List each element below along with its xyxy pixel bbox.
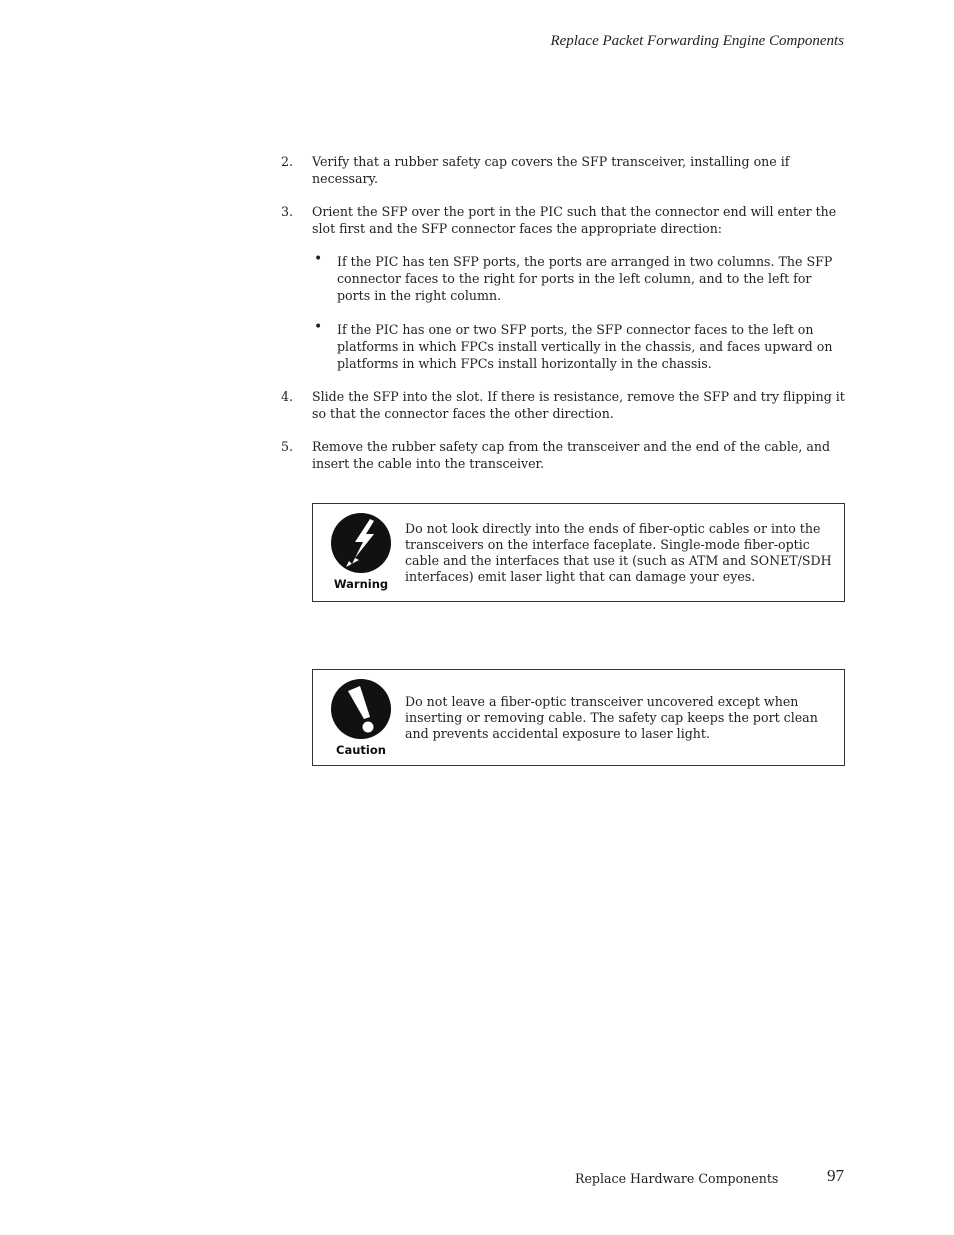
footer-section-title: Replace Hardware Components — [575, 1171, 779, 1186]
step-text: Remove the rubber safety cap from the transceiver and the end of the cable, and insert the cable into the transceiver. — [312, 439, 831, 471]
bullet-item — [312, 321, 846, 372]
bullet-list — [312, 253, 846, 372]
bullet-dot-icon: • — [314, 251, 323, 267]
step-number: 2. — [281, 154, 294, 169]
step-3 — [281, 203, 846, 372]
running-header: Replace Packet Forwarding Engine Components — [550, 33, 844, 49]
step-5 — [281, 438, 846, 472]
step-4 — [281, 388, 846, 422]
warning-text: Do not look directly into the ends of fiber-optic cables or into the transceivers on the interface faceplate. Single-mode fiber-optic cable and the interfaces that use it (such as ATM and SONET/SDH interfaces) emit laser light that can damage your eyes. — [405, 521, 832, 584]
caution-text: Do not leave a fiber-optic transceiver uncovered except when inserting or removing cable. The safety cap keeps the port clean and prevents accidental exposure to laser light. — [405, 694, 818, 741]
lightning-bolt-icon — [330, 512, 392, 574]
caution-box — [312, 669, 845, 766]
caution-label: Caution — [336, 743, 386, 757]
warning-label: Warning — [333, 577, 389, 591]
bullet-text: If the PIC has ten SFP ports, the ports are arranged in two columns. The SFP connector faces to the right for ports in the left column, and to the left for ports in the right column. — [337, 254, 833, 303]
page-number: 97 — [827, 1166, 844, 1185]
bullet-text: If the PIC has one or two SFP ports, the SFP connector faces to the left on platforms in which FPCs install vertically in the chassis, and faces upward on platforms in which FPCs install horizontally in the chassis. — [337, 322, 833, 371]
bullet-dot-icon: • — [314, 319, 323, 335]
step-number: 4. — [281, 389, 294, 404]
step-number: 3. — [281, 204, 294, 219]
warning-icon-block — [330, 512, 392, 591]
warning-box — [312, 503, 845, 602]
caution-icon-block — [330, 678, 392, 757]
step-text: Verify that a rubber safety cap covers the SFP transceiver, installing one if necessary. — [312, 154, 790, 186]
step-text: Orient the SFP over the port in the PIC such that the connector end will enter the slot first and the SFP connector faces the appropriate direction: — [312, 204, 837, 236]
step-text: Slide the SFP into the slot. If there is resistance, remove the SFP and try flipping it so that the connector faces the other direction. — [312, 389, 845, 421]
step-2 — [281, 153, 846, 187]
procedure-steps — [281, 153, 846, 472]
exclamation-icon — [330, 678, 392, 740]
bullet-item — [312, 253, 846, 304]
step-number: 5. — [281, 439, 294, 454]
